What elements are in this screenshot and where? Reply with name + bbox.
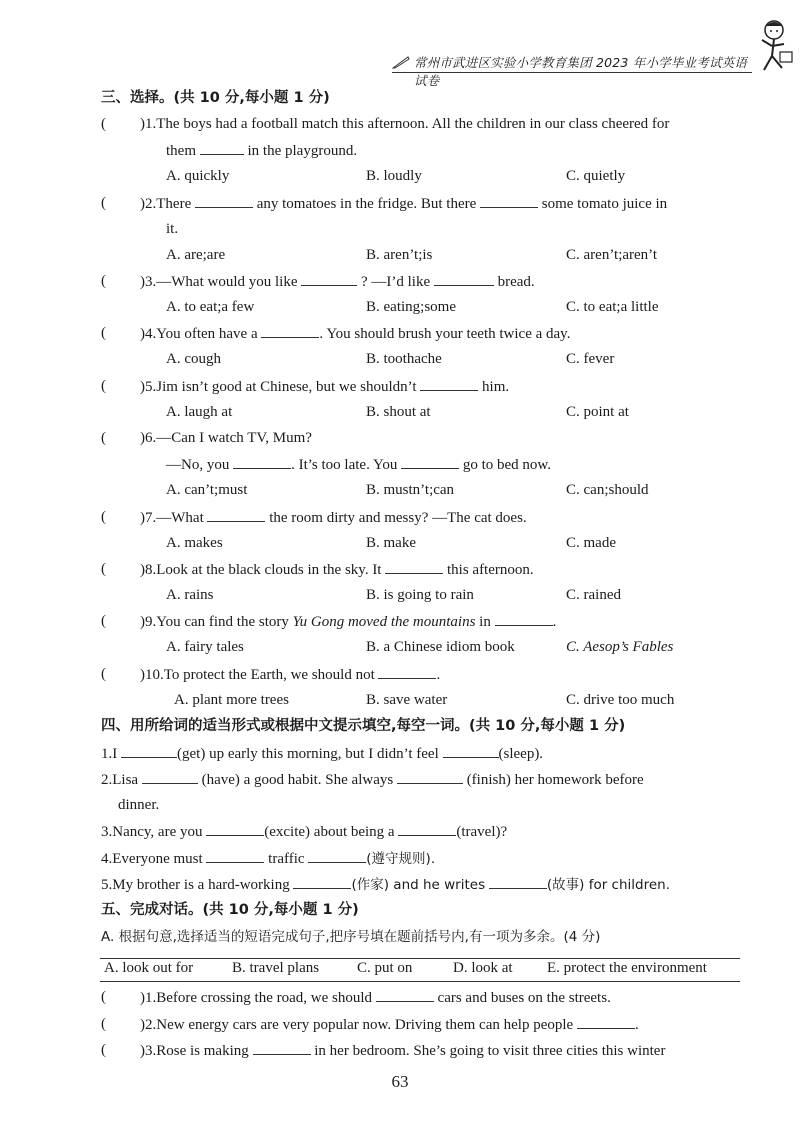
answer-paren: (: [101, 195, 106, 211]
question-text: any tomatoes in the fridge. But there: [256, 196, 477, 212]
header-title: 常州市武进区实验小学教育集团 2023 年小学毕业考试英语试卷: [414, 55, 748, 88]
question-text: cars and buses on the streets.: [437, 990, 611, 1006]
s4-sentence-2: [101, 769, 644, 790]
question-text: .: [552, 614, 557, 630]
option-b: B. is going to rain: [366, 587, 474, 603]
answer-blank[interactable]: [480, 193, 538, 208]
question-text: (get) up early this morning, but I didn’t feel: [177, 746, 439, 762]
question-number: 2.: [101, 772, 113, 788]
question-text: (sleep).: [498, 746, 544, 762]
question-text: —What: [156, 510, 204, 526]
question-text: Before crossing the road, we should: [156, 990, 373, 1006]
question-text: (have) a good habit. She always: [201, 772, 394, 788]
option-a: A. rains: [166, 587, 214, 603]
answer-blank[interactable]: [495, 611, 553, 626]
option-a: A. are;are: [166, 247, 226, 263]
answer-paren: (: [101, 989, 106, 1005]
answer-blank[interactable]: [293, 874, 351, 889]
option-b: B. shout at: [366, 404, 431, 420]
question-text: To protect the Earth, we should not: [163, 667, 375, 683]
question-number: )5.: [140, 379, 157, 395]
answer-paren: (: [101, 613, 106, 629]
answer-blank[interactable]: [301, 271, 357, 286]
section-4-title: 四、用所给词的适当形式或根据中文提示填空,每空一词。(共 10 分,每小题 1 分): [101, 718, 626, 734]
option-b: B. aren’t;is: [366, 247, 433, 263]
option-a: A. quickly: [166, 168, 230, 184]
answer-blank[interactable]: [261, 323, 319, 338]
question-text: (作家) and he writes: [351, 877, 486, 893]
question-text: Lisa: [112, 772, 139, 788]
answer-blank[interactable]: [121, 743, 177, 758]
phrase-option: E. protect the environment: [547, 960, 707, 976]
s4-sentence-2-cont: dinner.: [118, 797, 160, 813]
answer-blank[interactable]: [397, 769, 463, 784]
question-number: )1.: [140, 116, 157, 132]
answer-paren: (: [101, 1042, 106, 1058]
question-number: )3.: [140, 274, 157, 290]
question-text: (excite) about being a: [264, 824, 395, 840]
question-text: in the playground.: [247, 143, 358, 159]
option-a: A. plant more trees: [174, 692, 289, 708]
option-c: C. drive too much: [566, 692, 675, 708]
question-text: .: [634, 1017, 639, 1033]
question-text: You often have a: [156, 326, 258, 342]
question-text: them: [166, 143, 196, 159]
answer-blank[interactable]: [385, 559, 443, 574]
s3-q1-line1: [140, 114, 669, 134]
option-a: A. fairy tales: [166, 639, 244, 655]
question-number: )3.: [140, 1043, 157, 1059]
answer-paren: (: [101, 116, 106, 132]
answer-blank[interactable]: [376, 987, 434, 1002]
question-text: Rose is making: [156, 1043, 249, 1059]
question-number: )10.: [140, 667, 164, 683]
answer-blank[interactable]: [398, 821, 456, 836]
question-text: (遵守规则).: [366, 851, 436, 867]
option-a: A. to eat;a few: [166, 299, 255, 315]
story-title: Yu Gong moved the mountains: [292, 614, 476, 630]
s3-q2-line2: it.: [166, 221, 179, 237]
s3-q10-line1: [140, 664, 440, 685]
s3-q7-line1: [140, 507, 527, 528]
s3-q8-line1: [140, 559, 534, 580]
answer-blank[interactable]: [378, 664, 436, 679]
student-mascot-icon: [752, 18, 796, 76]
section-5-title: 五、完成对话。(共 10 分,每小题 1 分): [101, 902, 359, 918]
section-5a-instruction: A. 根据句意,选择适当的短语完成句子,把序号填在题前括号内,有一项为多余。(4 分): [101, 929, 601, 945]
option-b: B. loudly: [366, 168, 422, 184]
option-b: B. make: [366, 535, 416, 551]
option-c: C. to eat;a little: [566, 299, 659, 315]
answer-blank[interactable]: [434, 271, 494, 286]
question-text: .: [436, 667, 441, 683]
answer-blank[interactable]: [206, 821, 264, 836]
s4-sentence-5: [101, 874, 670, 895]
s5-q2: [140, 1014, 639, 1035]
question-text: The boys had a football match this afternoon. All the children in our class cheered for: [156, 116, 670, 132]
question-text: (finish) her homework before: [466, 772, 644, 788]
question-text: in her bedroom. She’s going to visit three cities this winter: [314, 1043, 666, 1059]
option-a: A. laugh at: [166, 404, 233, 420]
answer-blank[interactable]: [420, 376, 478, 391]
answer-blank[interactable]: [206, 848, 264, 863]
question-number: )8.: [140, 562, 157, 578]
phrase-option: D. look at: [453, 960, 513, 976]
s3-q1-line2: [166, 140, 357, 161]
answer-blank[interactable]: [207, 507, 265, 522]
option-c: C. quietly: [566, 168, 626, 184]
question-text: Look at the black clouds in the sky. It: [156, 562, 382, 578]
s3-q2-line1: [140, 193, 667, 214]
header-rule: [392, 72, 752, 73]
s3-q3-line1: [140, 271, 535, 292]
option-c: C. point at: [566, 404, 629, 420]
option-b: B. a Chinese idiom book: [366, 639, 515, 655]
question-text: ? —I’d like: [360, 274, 431, 290]
question-number: 4.: [101, 851, 113, 867]
question-text: go to bed now.: [462, 457, 552, 473]
s3-q6-line1: [140, 428, 312, 448]
option-b: B. eating;some: [366, 299, 456, 315]
question-text: You can find the story: [156, 614, 289, 630]
phrase-option: C. put on: [357, 960, 413, 976]
question-text: —No, you: [166, 457, 230, 473]
question-text: him.: [482, 379, 510, 395]
option-b: B. toothache: [366, 351, 442, 367]
option-c: C. aren’t;aren’t: [566, 247, 658, 263]
question-text: (故事) for children.: [546, 877, 671, 893]
question-number: )4.: [140, 326, 157, 342]
answer-paren: (: [101, 273, 106, 289]
option-b: B. save water: [366, 692, 448, 708]
option-a: A. can’t;must: [166, 482, 248, 498]
option-c: C. rained: [566, 587, 621, 603]
question-text: Nancy, are you: [112, 824, 203, 840]
question-number: )2.: [140, 1017, 157, 1033]
question-number: 5.: [101, 877, 113, 893]
phrase-option: A. look out for: [104, 960, 194, 976]
question-text: My brother is a hard-working: [112, 877, 290, 893]
section-3-title: 三、选择。(共 10 分,每小题 1 分): [101, 90, 330, 106]
phrase-options-box: [100, 958, 740, 982]
s4-sentence-1: [101, 743, 543, 764]
answer-blank[interactable]: [401, 454, 459, 469]
question-number: 1.: [101, 746, 113, 762]
question-number: )2.: [140, 196, 157, 212]
answer-blank[interactable]: [200, 140, 244, 155]
option-c: C. can;should: [566, 482, 649, 498]
question-text: —Can I watch TV, Mum?: [156, 430, 312, 446]
answer-paren: (: [101, 325, 106, 341]
question-number: )9.: [140, 614, 157, 630]
answer-blank[interactable]: [443, 743, 499, 758]
question-number: 3.: [101, 824, 113, 840]
answer-paren: (: [101, 1016, 106, 1032]
s3-q9-line1: [140, 611, 556, 632]
question-text: . You should brush your teeth twice a day.: [319, 326, 571, 342]
question-text: this afternoon.: [446, 562, 534, 578]
option-a: A. cough: [166, 351, 221, 367]
pen-icon: [392, 55, 410, 69]
answer-paren: (: [101, 561, 106, 577]
question-text: the room dirty and messy? —The cat does.: [269, 510, 527, 526]
question-text: Everyone must: [112, 851, 203, 867]
answer-paren: (: [101, 378, 106, 394]
answer-blank[interactable]: [308, 848, 366, 863]
answer-paren: (: [101, 509, 106, 525]
question-text: bread.: [497, 274, 535, 290]
s5-q1: [140, 987, 611, 1008]
option-c: C. made: [566, 535, 616, 551]
question-text: . It’s too late. You: [291, 457, 398, 473]
answer-blank[interactable]: [195, 193, 253, 208]
question-text: There: [156, 196, 192, 212]
question-text: some tomato juice in: [541, 196, 668, 212]
answer-blank[interactable]: [142, 769, 198, 784]
answer-blank[interactable]: [233, 454, 291, 469]
page-header: [392, 52, 752, 88]
option-c: C. Aesop’s Fables: [566, 639, 674, 655]
page-number: 63: [391, 1072, 409, 1091]
question-text: New energy cars are very popular now. Driving them can help people: [156, 1017, 574, 1033]
question-number: )1.: [140, 990, 157, 1006]
question-text: Jim isn’t good at Chinese, but we shouldn’t: [156, 379, 417, 395]
question-text: traffic: [268, 851, 305, 867]
s4-sentence-4: [101, 848, 435, 869]
answer-blank[interactable]: [577, 1014, 635, 1029]
question-text: in: [479, 614, 491, 630]
question-text: I: [112, 746, 118, 762]
question-number: )6.: [140, 430, 157, 446]
option-c: C. fever: [566, 351, 615, 367]
question-text: (travel)?: [456, 824, 508, 840]
question-number: )7.: [140, 510, 157, 526]
s4-sentence-3: [101, 821, 507, 842]
option-a: A. makes: [166, 535, 223, 551]
option-b: B. mustn’t;can: [366, 482, 455, 498]
answer-blank[interactable]: [253, 1040, 311, 1055]
answer-paren: (: [101, 666, 106, 682]
answer-paren: (: [101, 430, 106, 446]
answer-blank[interactable]: [489, 874, 547, 889]
question-text: —What would you like: [156, 274, 298, 290]
phrase-option: B. travel plans: [232, 960, 320, 976]
s3-q5-line1: [140, 376, 509, 397]
s3-q4-line1: [140, 323, 570, 344]
s3-q6-line2: [166, 454, 551, 475]
s5-q3: [140, 1040, 665, 1061]
